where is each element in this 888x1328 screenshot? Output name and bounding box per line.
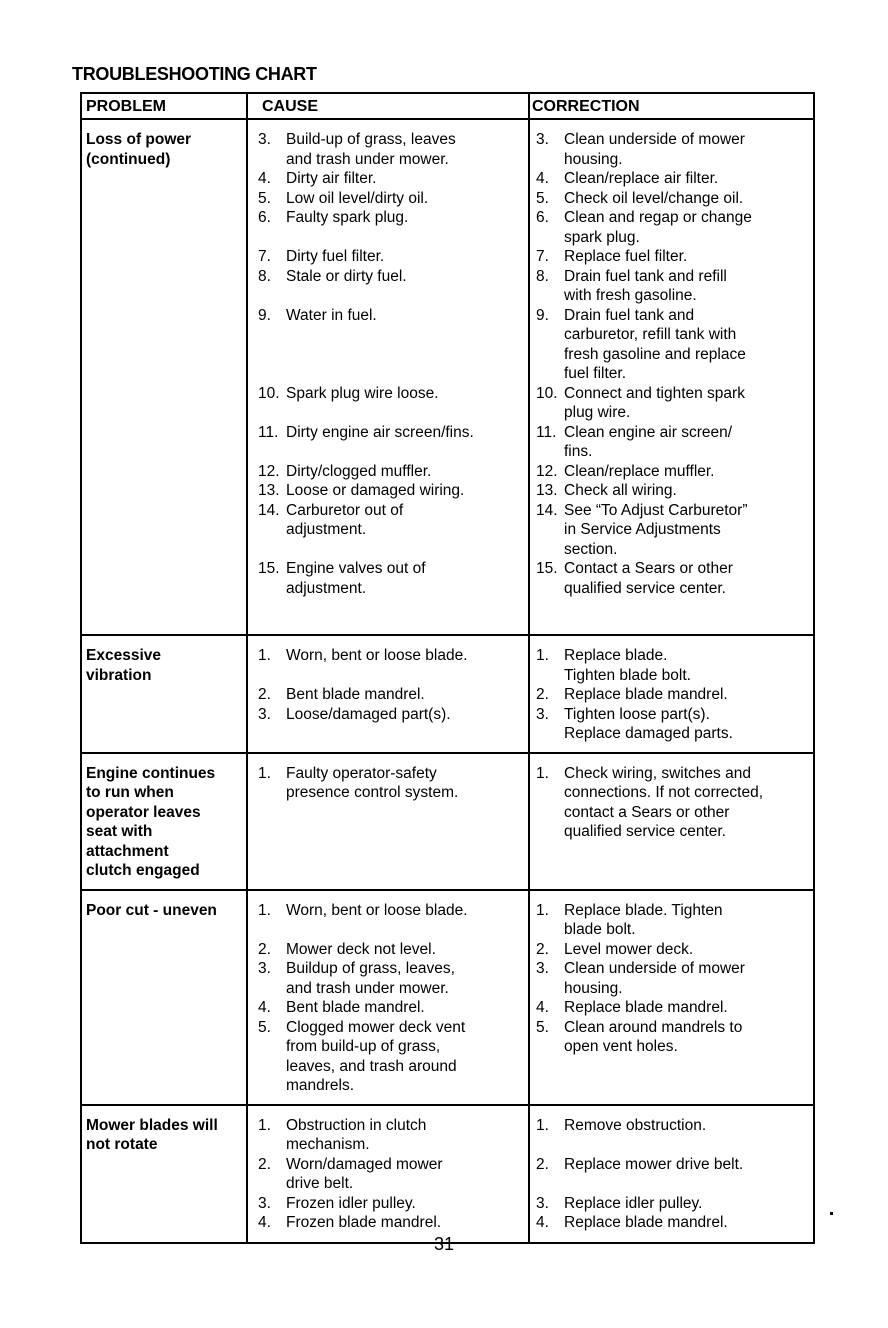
item-line: Faulty spark plug. <box>286 209 409 226</box>
correction-item <box>536 705 809 744</box>
item-number: 11. <box>536 423 557 441</box>
item-text <box>564 1155 809 1194</box>
item-number: 1. <box>536 901 549 919</box>
item-number: 5. <box>258 1018 271 1036</box>
item-number: 8. <box>536 267 549 285</box>
item-line: Bent blade mandrel. <box>286 999 425 1016</box>
problem-text: to run when <box>86 784 174 801</box>
item-text <box>564 1116 809 1155</box>
item-line: fresh gasoline and replace <box>564 345 746 363</box>
cause-item <box>258 1155 522 1194</box>
cause-cell <box>247 119 529 635</box>
correction-item <box>536 685 809 705</box>
item-text <box>286 559 522 598</box>
item-line: Carburetor out of <box>286 501 404 519</box>
item-number: 1. <box>258 647 271 664</box>
item-number: 1. <box>536 764 549 782</box>
cause-item <box>258 959 522 998</box>
item-text <box>286 1194 522 1214</box>
item-text <box>564 764 809 842</box>
correction-item <box>536 189 809 209</box>
cause-item <box>258 462 522 482</box>
correction-item <box>536 423 809 462</box>
cause-item <box>258 189 522 209</box>
item-text <box>564 1194 809 1214</box>
item-line <box>286 403 522 423</box>
item-line: section. <box>564 540 618 558</box>
problem-text: Loss of power <box>86 131 192 148</box>
item-text <box>286 306 522 384</box>
problem-text: (continued) <box>86 150 171 168</box>
item-line: Clean/replace air filter. <box>564 170 719 187</box>
item-number: 1. <box>536 1116 549 1134</box>
item-line: spark plug. <box>564 228 640 246</box>
item-number: 1. <box>536 647 549 664</box>
correction-item <box>536 959 809 998</box>
problem-cell <box>81 1105 247 1243</box>
table-row <box>81 753 814 890</box>
item-line: Drain fuel tank and refill <box>564 267 727 285</box>
item-line: Check all wiring. <box>564 482 677 499</box>
item-text <box>564 267 809 306</box>
cause-item <box>258 940 522 960</box>
page-number: 31 <box>433 1234 455 1254</box>
item-text <box>286 646 522 685</box>
item-line <box>286 442 522 462</box>
problem-text: operator leaves <box>86 803 201 821</box>
item-text <box>286 705 522 725</box>
item-line <box>286 286 522 306</box>
cause-item <box>258 998 522 1018</box>
item-line: Replace damaged parts. <box>564 725 733 742</box>
correction-item <box>536 764 809 842</box>
table-row <box>81 890 814 1105</box>
item-line: and trash under mower. <box>286 979 449 997</box>
item-number: 10. <box>258 384 280 402</box>
item-line: See “To Adjust Carburetor” <box>564 501 748 519</box>
cause-item <box>258 208 522 247</box>
header-problem: PROBLEM <box>81 93 247 119</box>
item-text <box>286 1116 522 1155</box>
correction-item <box>536 267 809 306</box>
item-number: 14. <box>536 501 558 519</box>
item-text <box>564 423 809 462</box>
item-number: 13. <box>258 482 280 499</box>
item-line: housing. <box>564 979 623 997</box>
item-text <box>564 169 809 189</box>
correction-item <box>536 481 809 501</box>
item-text <box>564 462 809 482</box>
table-row <box>81 119 814 635</box>
item-line: mandrels. <box>286 1077 355 1094</box>
item-text <box>564 189 809 209</box>
correction-item <box>536 208 809 247</box>
item-line: with fresh gasoline. <box>564 287 697 304</box>
item-number: 11. <box>258 423 279 441</box>
item-text <box>564 130 809 169</box>
item-line <box>286 364 522 384</box>
cause-item <box>258 481 522 501</box>
item-number: 1. <box>258 901 271 919</box>
item-number: 4. <box>258 1214 271 1231</box>
item-line: Worn/damaged mower <box>286 1155 443 1173</box>
item-line: Faulty operator-safety <box>286 764 437 782</box>
item-line: qualified service center. <box>564 823 726 840</box>
item-line: Dirty/clogged muffler. <box>286 462 432 480</box>
problem-cell <box>81 753 247 890</box>
item-text <box>286 1018 522 1096</box>
item-line: Clean engine air screen/ <box>564 423 733 441</box>
item-number: 3. <box>536 960 549 977</box>
correction-item <box>536 306 809 384</box>
item-number: 2. <box>536 940 549 958</box>
item-number: 6. <box>258 209 271 226</box>
item-line: plug wire. <box>564 404 631 421</box>
problem-text: Poor cut - uneven <box>86 901 217 919</box>
item-line: Clean and regap or change <box>564 209 752 226</box>
item-line: Remove obstruction. <box>564 1116 707 1134</box>
problem-text: Mower blades will <box>86 1116 218 1134</box>
item-line: Low oil level/dirty oil. <box>286 189 429 207</box>
cause-cell <box>247 1105 529 1243</box>
item-number: 3. <box>258 705 271 723</box>
item-line: Clogged mower deck vent <box>286 1018 466 1036</box>
item-number: 9. <box>258 306 271 324</box>
item-number: 1. <box>258 764 271 782</box>
item-line: Replace idler pulley. <box>564 1194 703 1212</box>
item-line: open vent holes. <box>564 1038 678 1055</box>
correction-item <box>536 169 809 189</box>
item-line: Loose/damaged part(s). <box>286 705 451 723</box>
item-line: Replace mower drive belt. <box>564 1155 744 1173</box>
table-header-row <box>81 93 814 119</box>
item-line: fuel filter. <box>564 365 627 382</box>
stray-mark <box>830 1212 833 1215</box>
correction-item <box>536 646 809 685</box>
item-text <box>564 998 809 1018</box>
item-text <box>564 247 809 267</box>
item-line: Replace fuel filter. <box>564 248 688 265</box>
item-line: Worn, bent or loose blade. <box>286 901 468 919</box>
item-line: connections. If not corrected, <box>564 784 764 801</box>
cause-item <box>258 705 522 725</box>
item-line: Drain fuel tank and <box>564 306 695 324</box>
item-text <box>564 685 809 705</box>
item-text <box>564 940 809 960</box>
item-line: Check oil level/change oil. <box>564 189 744 207</box>
item-text <box>286 685 522 705</box>
cause-item <box>258 384 522 423</box>
item-line: presence control system. <box>286 784 459 801</box>
correction-item <box>536 1155 809 1194</box>
cause-item <box>258 247 522 267</box>
item-text <box>564 481 809 501</box>
item-text <box>286 384 522 423</box>
item-number: 12. <box>258 462 280 480</box>
item-text <box>286 959 522 998</box>
correction-item <box>536 940 809 960</box>
cause-item <box>258 764 522 803</box>
problem-text: clutch engaged <box>86 862 200 879</box>
cause-item <box>258 267 522 306</box>
item-text <box>286 247 522 267</box>
problem-text: vibration <box>86 666 152 684</box>
correction-item <box>536 1018 809 1057</box>
item-line: Connect and tighten spark <box>564 384 745 402</box>
item-line: qualified service center. <box>564 579 726 597</box>
problem-text: seat with <box>86 823 153 840</box>
correction-item <box>536 559 809 598</box>
item-number: 2. <box>536 686 549 703</box>
item-line: Worn, bent or loose blade. <box>286 647 468 664</box>
item-number: 3. <box>536 705 549 723</box>
item-text <box>286 481 522 501</box>
item-text <box>286 462 522 482</box>
item-number: 1. <box>258 1116 271 1134</box>
cause-cell <box>247 635 529 753</box>
item-number: 4. <box>536 170 549 187</box>
table-row <box>81 1105 814 1243</box>
cause-cell <box>247 753 529 890</box>
correction-item <box>536 901 809 940</box>
item-number: 2. <box>258 1155 271 1173</box>
item-text <box>286 1155 522 1194</box>
item-line <box>286 920 522 940</box>
correction-cell <box>529 1105 814 1243</box>
item-line: Clean around mandrels to <box>564 1018 743 1036</box>
cause-item <box>258 306 522 384</box>
item-number: 5. <box>536 189 549 207</box>
item-text <box>286 764 522 803</box>
item-line: blade bolt. <box>564 921 636 938</box>
item-line: in Service Adjustments <box>564 521 721 538</box>
correction-item <box>536 247 809 267</box>
cause-item <box>258 1213 522 1233</box>
item-text <box>564 705 809 744</box>
item-text <box>564 901 809 940</box>
item-number: 4. <box>536 1214 549 1231</box>
item-text <box>286 940 522 960</box>
header-cause: CAUSE <box>247 93 529 119</box>
item-line: Check wiring, switches and <box>564 764 751 782</box>
item-text <box>564 646 809 685</box>
item-line: Bent blade mandrel. <box>286 686 425 703</box>
cause-item <box>258 1194 522 1214</box>
item-text <box>286 998 522 1018</box>
item-line: adjustment. <box>286 579 367 597</box>
cause-item <box>258 423 522 462</box>
correction-item <box>536 501 809 560</box>
item-number: 7. <box>536 248 549 265</box>
item-number: 15. <box>536 560 558 577</box>
problem-cell <box>81 890 247 1105</box>
item-number: 12. <box>536 462 558 480</box>
item-line <box>286 666 522 686</box>
item-line: Mower deck not level. <box>286 940 436 958</box>
item-number: 8. <box>258 267 271 285</box>
problem-text: Excessive <box>86 647 161 664</box>
problem-text: not rotate <box>86 1136 158 1153</box>
item-line: Loose or damaged wiring. <box>286 482 465 499</box>
item-line: Clean/replace muffler. <box>564 462 715 480</box>
item-line <box>286 228 522 248</box>
problem-text: attachment <box>86 842 169 860</box>
item-line <box>286 540 522 560</box>
item-number: 3. <box>258 960 271 977</box>
item-text <box>286 267 522 306</box>
item-number: 3. <box>536 131 549 148</box>
item-text <box>286 1213 522 1233</box>
item-line: fins. <box>564 443 593 460</box>
item-number: 15. <box>258 560 280 577</box>
item-line: drive belt. <box>286 1175 354 1192</box>
cause-item <box>258 1018 522 1096</box>
item-line: Buildup of grass, leaves, <box>286 960 455 977</box>
correction-cell <box>529 890 814 1105</box>
item-text <box>564 959 809 998</box>
correction-cell <box>529 753 814 890</box>
item-line: Water in fuel. <box>286 306 377 324</box>
item-text <box>286 169 522 189</box>
item-number: 3. <box>258 131 271 148</box>
table-body <box>81 119 814 1243</box>
problem-cell <box>81 635 247 753</box>
item-text <box>564 208 809 247</box>
item-line: housing. <box>564 150 623 168</box>
cause-item <box>258 685 522 705</box>
item-number: 4. <box>536 999 549 1016</box>
item-number: 9. <box>536 306 549 324</box>
item-line: leaves, and trash around <box>286 1057 457 1075</box>
item-line: Tighten blade bolt. <box>564 666 691 684</box>
item-text <box>286 423 522 462</box>
item-text <box>564 1018 809 1057</box>
item-number: 3. <box>536 1194 549 1212</box>
item-text <box>564 559 809 598</box>
correction-item <box>536 1194 809 1214</box>
item-line <box>564 1135 809 1155</box>
item-text <box>564 306 809 384</box>
problem-text: Engine continues <box>86 764 216 782</box>
correction-cell <box>529 635 814 753</box>
correction-item <box>536 998 809 1018</box>
item-line: Engine valves out of <box>286 560 426 577</box>
item-text <box>564 501 809 560</box>
item-line: Replace blade mandrel. <box>564 686 728 703</box>
item-line: Frozen blade mandrel. <box>286 1214 442 1231</box>
correction-cell <box>529 119 814 635</box>
cause-cell <box>247 890 529 1105</box>
item-text <box>286 208 522 247</box>
correction-item <box>536 1116 809 1155</box>
item-text <box>564 1213 809 1233</box>
item-line: Replace blade. <box>564 647 668 664</box>
correction-item <box>536 462 809 482</box>
item-number: 5. <box>258 189 271 207</box>
item-number: 14. <box>258 501 280 519</box>
cause-item <box>258 646 522 685</box>
header-correction: CORRECTION <box>529 93 814 119</box>
item-line: carburetor, refill tank with <box>564 326 737 343</box>
cause-item <box>258 130 522 169</box>
item-text <box>564 384 809 423</box>
item-number: 2. <box>258 940 271 958</box>
item-line <box>564 1174 809 1194</box>
item-line: from build-up of grass, <box>286 1038 441 1055</box>
correction-item <box>536 384 809 423</box>
item-number: 6. <box>536 209 549 226</box>
item-line: Frozen idler pulley. <box>286 1194 416 1212</box>
item-line: Contact a Sears or other <box>564 560 733 577</box>
item-line: Stale or dirty fuel. <box>286 267 407 285</box>
item-line: mechanism. <box>286 1136 370 1153</box>
cause-item <box>258 901 522 940</box>
item-line: Dirty engine air screen/fins. <box>286 423 474 441</box>
item-line: Replace blade mandrel. <box>564 1214 728 1231</box>
item-number: 4. <box>258 999 271 1016</box>
item-line: Replace blade. Tighten <box>564 901 723 919</box>
item-line: Clean underside of mower <box>564 131 745 148</box>
cause-item <box>258 559 522 598</box>
item-line: Tighten loose part(s). <box>564 705 710 723</box>
item-text <box>286 501 522 560</box>
item-line: and trash under mower. <box>286 150 449 168</box>
item-line <box>286 345 522 365</box>
item-number: 4. <box>258 170 271 187</box>
item-line: Replace blade mandrel. <box>564 999 728 1016</box>
item-number: 3. <box>258 1194 271 1212</box>
item-line: Dirty fuel filter. <box>286 248 385 265</box>
item-number: 2. <box>536 1155 549 1173</box>
item-number: 2. <box>258 686 271 703</box>
item-line: Build-up of grass, leaves <box>286 131 456 148</box>
item-text <box>286 901 522 940</box>
item-line: Level mower deck. <box>564 940 694 958</box>
item-line <box>286 325 522 345</box>
troubleshooting-table <box>80 92 815 1244</box>
problem-cell <box>81 119 247 635</box>
item-number: 7. <box>258 248 271 265</box>
item-number: 5. <box>536 1018 549 1036</box>
page-title: TROUBLESHOOTING CHART <box>72 64 317 84</box>
item-line: Clean underside of mower <box>564 960 745 977</box>
item-line: Obstruction in clutch <box>286 1116 427 1134</box>
cause-item <box>258 1116 522 1155</box>
item-text <box>286 130 522 169</box>
item-text <box>286 189 522 209</box>
item-line: Spark plug wire loose. <box>286 384 439 402</box>
correction-item <box>536 130 809 169</box>
item-number: 13. <box>536 482 558 499</box>
item-line: adjustment. <box>286 521 367 538</box>
item-number: 10. <box>536 384 558 402</box>
item-line: contact a Sears or other <box>564 803 730 821</box>
table-row <box>81 635 814 753</box>
cause-item <box>258 169 522 189</box>
correction-item <box>536 1213 809 1233</box>
item-line: Dirty air filter. <box>286 170 377 187</box>
cause-item <box>258 501 522 560</box>
